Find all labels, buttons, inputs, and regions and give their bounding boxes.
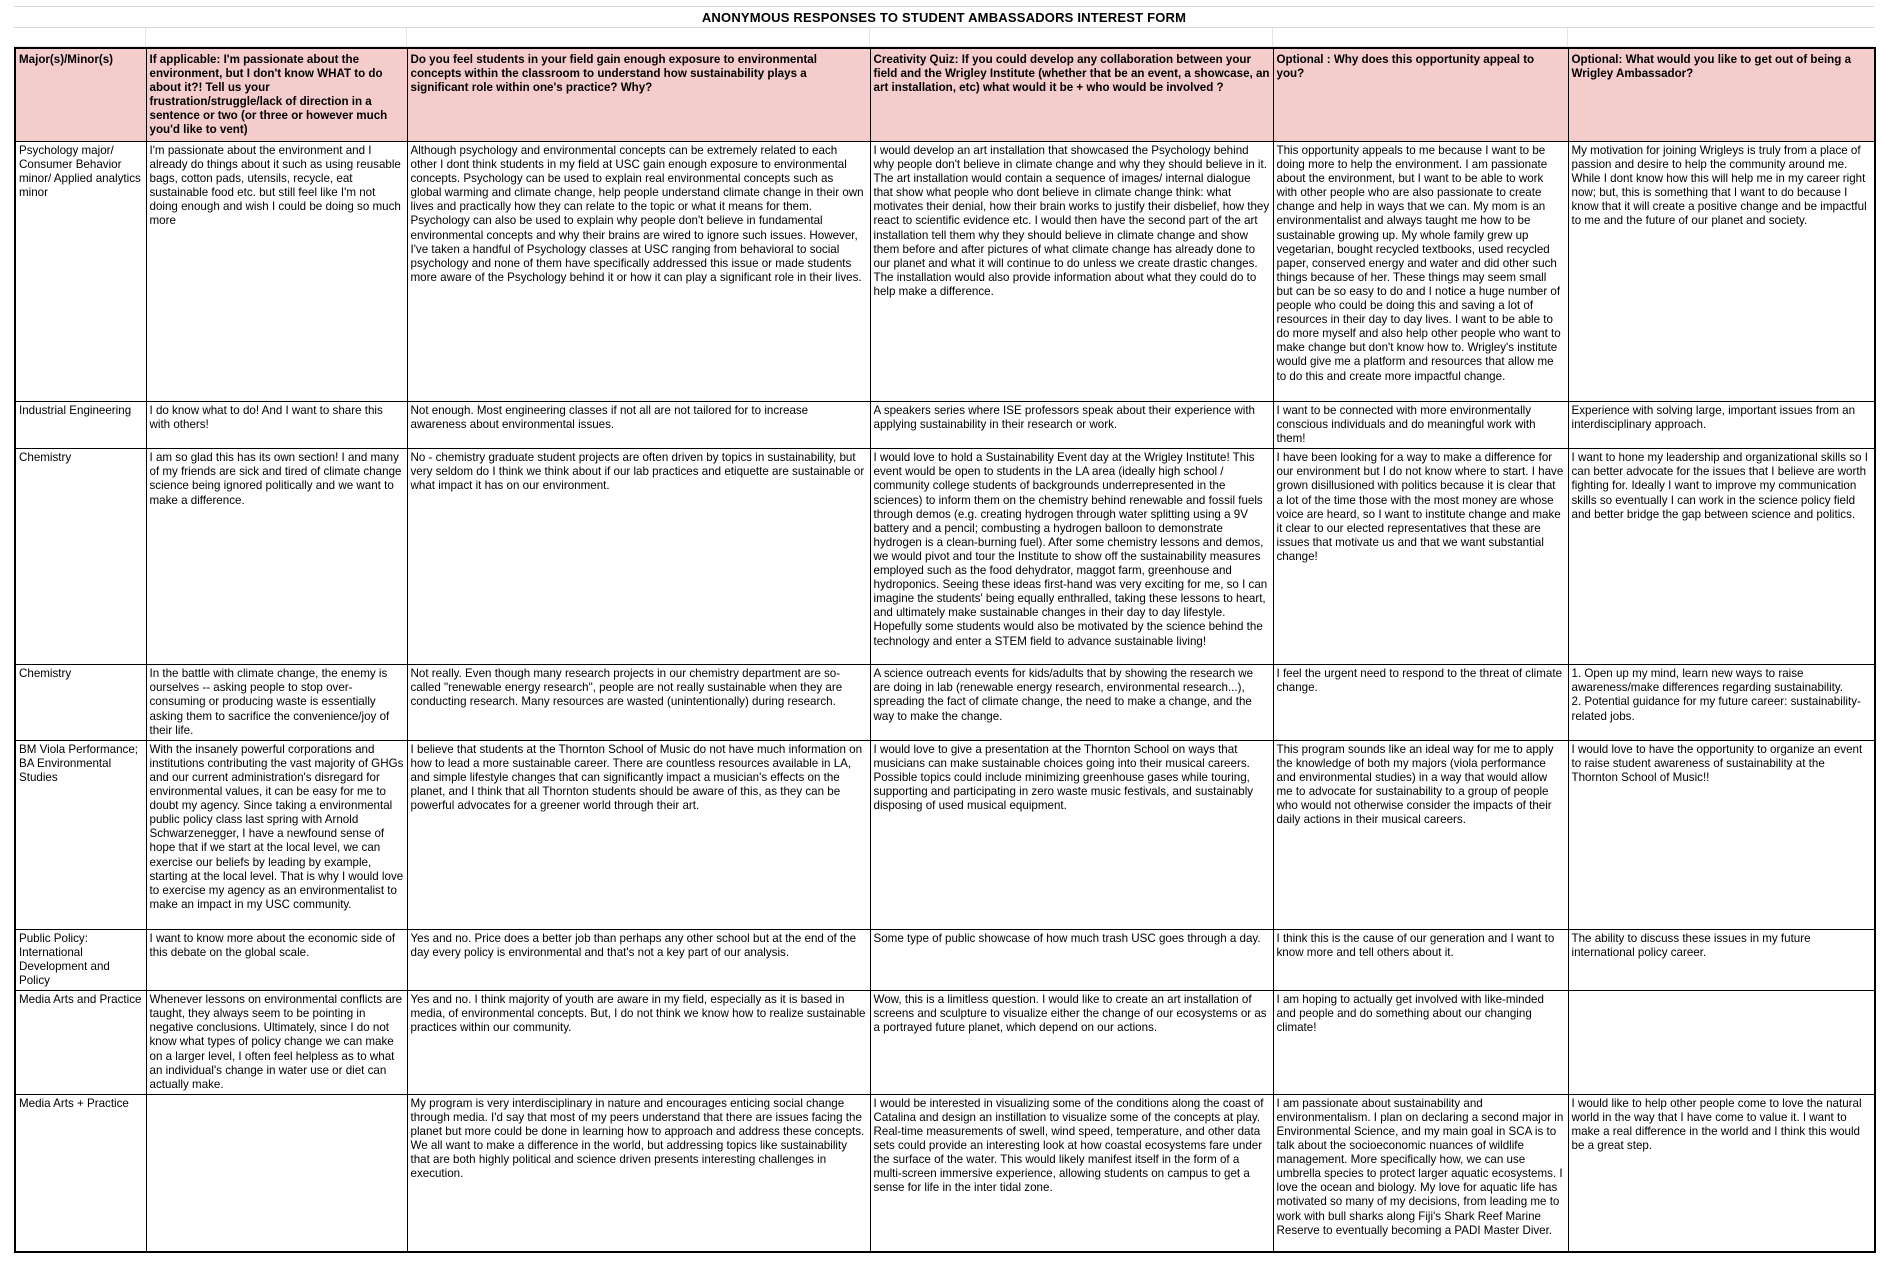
cell-creativity-quiz[interactable]: A science outreach events for kids/adults that by showing the research we are doing in lab (renewable energy research, environmental research...), spreading the fact of climate change, the need to make a change, and the way to make the change. — [870, 665, 1273, 740]
cell-appeal[interactable]: I am passionate about sustainability and environmentalism. I plan on declaring a second major in Environmental Science, and my main goal in SCA is to talk about the socioeconomic nuances of wildlife management. More specifically how, we can use umbrella species to protect larger aquatic ecosystems. I love the ocean and biology. My love for aquatic life has motivated so many of my decisions, from leading me to work with bull sharks along Fiji's Shark Reef Marine Reserve to eventually becoming a PADI Master Diver. — [1273, 1094, 1568, 1252]
cell-major[interactable]: Chemistry — [15, 449, 146, 665]
cell-appeal[interactable]: I am hoping to actually get involved with like-minded and people and do something about our changing climate! — [1273, 991, 1568, 1095]
cell-exposure[interactable]: Not really. Even though many research projects in our chemistry department are so-called "renewable energy research", people are not really sustainable when they are conducting research. Many resources are wasted (unintentionally) during research. — [407, 665, 870, 740]
cell-ambassador-goals[interactable] — [1568, 991, 1875, 1095]
table-row — [15, 740, 1875, 929]
table-row — [15, 449, 1875, 665]
header-row — [15, 48, 1875, 142]
cell-appeal[interactable]: I have been looking for a way to make a difference for our environment but I do not know where to start. I have grown disillusioned with politics because it is clear that a lot of the time those with the most money are whose voice are heard, so I want to institute change and make it clear to our elected representatives that these are issues that motivate us and that we want substantial change! — [1273, 449, 1568, 665]
table-row — [15, 665, 1875, 740]
cell-exposure[interactable]: I believe that students at the Thornton School of Music do not have much information on how to lead a more sustainable career. There are countless resources available in LA, and simple lifestyle changes that can significantly impact a musician's effects on the planet, and I think that all Thornton students should be aware of this, as they can be powerful advocates for a greener world through their art. — [407, 740, 870, 929]
cell-frustration[interactable]: With the insanely powerful corporations and institutions contributing the vast majority of GHGs and our current administration's disregard for environmental values, it can be easy for me to doubt my agency. Since taking a environmental public policy class last spring with Arnold Schwarzenegger, I have a newfound sense of hope that if we start at the local level, we can exercise our beliefs by leading by example, starting at the local level. That is why I would love to exercise my agency as an environmentalist to make an impact in my USC community. — [146, 740, 407, 929]
column-header-frustration[interactable]: If applicable: I'm passionate about the environment, but I don't know WHAT to do about it?! Tell us your frustration/struggle/lack of direction in a sentence or two (or three or however much you'd like to vent) — [146, 48, 407, 142]
cell-appeal[interactable]: I think this is the cause of our generation and I want to know more and tell others about it. — [1273, 929, 1568, 990]
cell-exposure[interactable]: Although psychology and environmental concepts can be extremely related to each other I dont think students in my field at USC gain enough exposure to environmental concepts. Psychology can be used to explain real environmental concepts such as global warming and climate change, help people understand climate change in their own lives and practically how they can relate to the topic or what it means for them. Psychology can also be used to explain why people don't believe in fundamental environmental concepts and why their brains are wired to ignore such issues. However, I've taken a handful of Psychology classes at USC ranging from behavioral to social psychology and none of them have specifically addressed this issue or made students more aware of the Psychology behind it or how it can play a significant role in their lives. — [407, 142, 870, 402]
empty-spacer-row — [14, 28, 1874, 47]
cell-creativity-quiz[interactable]: A speakers series where ISE professors speak about their experience with applying sustainability in their research or work. — [870, 402, 1273, 449]
cell-creativity-quiz[interactable]: I would love to give a presentation at the Thornton School on ways that musicians can make sustainable choices going into their musical careers. Possible topics could include minimizing greenhouse gases while touring, supporting and participating in zero waste music festivals, and sustainably disposing of used musical equipment. — [870, 740, 1273, 929]
cell-major[interactable]: Media Arts and Practice — [15, 991, 146, 1095]
column-header-creativity-quiz[interactable]: Creativity Quiz: If you could develop any collaboration between your field and the Wrigley Institute (whether that be an event, a showcase, an art installation, etc) what would it be + who would be involved ? — [870, 48, 1273, 142]
cell-frustration[interactable]: I do know what to do! And I want to share this with others! — [146, 402, 407, 449]
cell-major[interactable]: Media Arts + Practice — [15, 1094, 146, 1252]
table-row — [15, 1094, 1875, 1252]
cell-ambassador-goals[interactable]: I want to hone my leadership and organizational skills so I can better advocate for the issues that I believe are worth fighting for. Ideally I want to improve my communication skills so eventually I can work in the science policy field and better bridge the gap between science and politics. — [1568, 449, 1875, 665]
cell-exposure[interactable]: No - chemistry graduate student projects are often driven by topics in sustainability, but very seldom do I think we think about if our lab practices and etiquette are sustainable or what impact it has on our environment. — [407, 449, 870, 665]
cell-major[interactable]: Psychology major/ Consumer Behavior minor/ Applied analytics minor — [15, 142, 146, 402]
cell-appeal[interactable]: I feel the urgent need to respond to the threat of climate change. — [1273, 665, 1568, 740]
table-row — [15, 402, 1875, 449]
cell-frustration[interactable]: In the battle with climate change, the enemy is ourselves -- asking people to stop over-consuming or producing waste is essentially asking them to sacrifice the convenience/joy of their life. — [146, 665, 407, 740]
cell-major[interactable]: BM Viola Performance; BA Environmental Studies — [15, 740, 146, 929]
sheet-title: ANONYMOUS RESPONSES TO STUDENT AMBASSADORS INTEREST FORM — [14, 6, 1874, 28]
column-header-ambassador-goals[interactable]: Optional: What would you like to get out of being a Wrigley Ambassador? — [1568, 48, 1875, 142]
column-header-major[interactable]: Major(s)/Minor(s) — [15, 48, 146, 142]
cell-exposure[interactable]: Yes and no. Price does a better job than perhaps any other school but at the end of the day every policy is environmental and that's not a key part of our analysis. — [407, 929, 870, 990]
column-header-exposure[interactable]: Do you feel students in your field gain enough exposure to environmental concepts within the classroom to understand how sustainability plays a significant role within one's practice? Why? — [407, 48, 870, 142]
cell-frustration[interactable]: Whenever lessons on environmental conflicts are taught, they always seem to be pointing in negative conclusions. Ultimately, since I do not know what types of policy change we can make on a larger level, I often feel helpless as to what an individual's change in water use or diet can actually make. — [146, 991, 407, 1095]
table-row — [15, 142, 1875, 402]
cell-appeal[interactable]: This program sounds like an ideal way for me to apply the knowledge of both my majors (viola performance and environmental studies) in a way that would allow me to advocate for sustainability to a group of people who would not otherwise consider the impacts of their daily actions in their musical careers. — [1273, 740, 1568, 929]
cell-ambassador-goals[interactable]: The ability to discuss these issues in my future international policy career. — [1568, 929, 1875, 990]
cell-creativity-quiz[interactable]: I would develop an art installation that showcased the Psychology behind why people don't believe in climate change and why they should believe in it. The art installation would contain a sequence of images/ internal dialogue that show what people who dont believe in climate change think: what motivates their denial, how their brain works to justify their disbelief, how they react to scientific evidence etc. I would then have the second part of the art installation tell them why they should believe in climate change and show them before and after pictures of what climate change has already done to our planet and what it will continue to do unless we create drastic changes. The installation would also provide information about what they could do to help make a difference. — [870, 142, 1273, 402]
cell-frustration[interactable]: I want to know more about the economic side of this debate on the global scale. — [146, 929, 407, 990]
cell-major[interactable]: Industrial Engineering — [15, 402, 146, 449]
cell-frustration[interactable]: I am so glad this has its own section! I and many of my friends are sick and tired of climate change science being ignored politically and we want to make a difference. — [146, 449, 407, 665]
cell-frustration[interactable] — [146, 1094, 407, 1252]
cell-creativity-quiz[interactable]: I would love to hold a Sustainability Event day at the Wrigley Institute! This event would be open to students in the LA area (ideally high school / community college students of backgrounds underrepresented in the sciences) to inform them on the chemistry behind renewable and fossil fuels through demos (e.g. creating hydrogen through water splitting using a 9V battery and a pencil; combusting a hydrogen balloon to demonstrate hydrogen is a clean-burning fuel). After some chemistry lessons and demos, we would pivot and tour the Institute to show off the sustainability measures employed such as the food dehydrator, maggot farm, greenhouse and hydroponics. Seeing these ideas first-hand was very exciting for me, so I can imagine the students' being equally enthralled, taking these lessons to heart, and ultimately make sustainable changes in their day to day lifestyle. Hopefully some students would also be motivated by the science behind the technology and enter a STEM field to advance sustainable living! — [870, 449, 1273, 665]
cell-ambassador-goals[interactable]: I would like to help other people come to love the natural world in the way that I have come to value it. I want to make a real difference in the world and I think this would be a great step. — [1568, 1094, 1875, 1252]
cell-ambassador-goals[interactable]: Experience with solving large, important issues from an interdisciplinary approach. — [1568, 402, 1875, 449]
cell-major[interactable]: Public Policy: International Development and Policy — [15, 929, 146, 990]
cell-appeal[interactable]: I want to be connected with more environmentally conscious individuals and do meaningful work with them! — [1273, 402, 1568, 449]
spreadsheet — [14, 6, 1874, 1253]
responses-table — [14, 47, 1876, 1253]
column-header-appeal[interactable]: Optional : Why does this opportunity appeal to you? — [1273, 48, 1568, 142]
cell-creativity-quiz[interactable]: Some type of public showcase of how much trash USC goes through a day. — [870, 929, 1273, 990]
cell-creativity-quiz[interactable]: Wow, this is a limitless question. I would like to create an art installation of screens and sculpture to visualize either the change of our ecosystems or as a portrayed future planet, which depend on our actions. — [870, 991, 1273, 1095]
cell-exposure[interactable]: Not enough. Most engineering classes if not all are not tailored for to increase awareness about environmental issues. — [407, 402, 870, 449]
table-row — [15, 991, 1875, 1095]
cell-exposure[interactable]: Yes and no. I think majority of youth are aware in my field, especially as it is based in media, of environmental concepts. But, I do not think we know how to realize sustainable practices within our community. — [407, 991, 870, 1095]
cell-creativity-quiz[interactable]: I would be interested in visualizing some of the conditions along the coast of Catalina and design an instillation to visualize some of the concepts at play. Real-time measurements of swell, wind speed, temperature, and other data sets could provide an interesting look at how coastal ecosystems fare under the surface of the water. This would likely manifest itself in the form of a multi-screen immersive experience, allowing students on campus to get a sense for life in the inter tidal zone. — [870, 1094, 1273, 1252]
table-row — [15, 929, 1875, 990]
cell-major[interactable]: Chemistry — [15, 665, 146, 740]
cell-appeal[interactable]: This opportunity appeals to me because I want to be doing more to help the environment. I am passionate about the environment, but I want to be able to work with other people who are also passionate to create change and help in ways that we can. My mom is an environmentalist and always taught me how to be sustainable growing up. My whole family grew up vegetarian, bought recycled textbooks, used recycled paper, conserved energy and water and did other such things because of her. These things may seem small but can be so easy to do and I notice a huge number of people who could be doing this and saving a lot of resources in their day to day lives. I want to be able to do more myself and also help other people who want to make change but don't know how to. Wrigley's institute would give me a platform and resources that allow me to do this and create more impactful change. — [1273, 142, 1568, 402]
cell-ambassador-goals[interactable]: 1. Open up my mind, learn new ways to raise awareness/make differences regarding sustainability. 2. Potential guidance for my future career: sustainability-related jobs. — [1568, 665, 1875, 740]
cell-ambassador-goals[interactable]: My motivation for joining Wrigleys is truly from a place of passion and desire to help the community around me. While I dont know how this will help me in my career right now; but, this is something that I want to do because I know that it will create a positive change and be impactful to me and the future of our planet and society. — [1568, 142, 1875, 402]
cell-ambassador-goals[interactable]: I would love to have the opportunity to organize an event to raise student awareness of sustainability at the Thornton School of Music!! — [1568, 740, 1875, 929]
cell-frustration[interactable]: I'm passionate about the environment and I already do things about it such as using reusable bags, cotton pads, utensils, recycle, eat sustainable food etc. but still feel like I'm not doing enough and wish I could be doing so much more — [146, 142, 407, 402]
cell-exposure[interactable]: My program is very interdisciplinary in nature and encourages enticing social change through media. I'd say that most of my peers understand that there are issues facing the planet but more could be done in learning how to approach and address these concepts. We all want to make a difference in the world, but addressing topics like sustainability that are both highly political and science driven presents interesting challenges in execution. — [407, 1094, 870, 1252]
